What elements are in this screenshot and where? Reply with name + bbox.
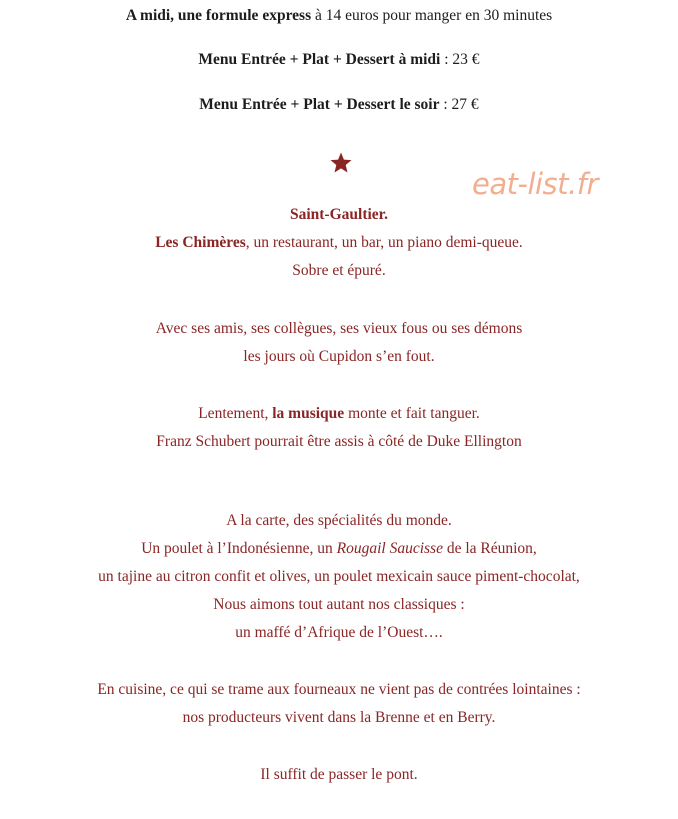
restaurant-desc: , un restaurant, un bar, un piano demi-queue. (245, 234, 523, 251)
carte-line-5: un maffé d’Afrique de l’Ouest…. (235, 624, 443, 641)
cuisine-line-2: nos producteurs vivent dans la Brenne et en Berry. (182, 709, 496, 726)
location-text: Saint-Gaultier. (289, 206, 389, 223)
formula-express-bold: A midi, une formule express (125, 7, 312, 24)
carte-line-2 (0, 539, 678, 559)
cuisine-line-1: En cuisine, ce qui se trame aux fourneaux ne vient pas de contrées lointaines : (97, 681, 581, 698)
location-line (0, 205, 678, 225)
friends-line-1: Avec ses amis, ses collègues, ses vieux fous ou ses démons (155, 320, 523, 337)
formula-express-text: à 14 euros pour manger en 30 minutes (311, 7, 553, 24)
carte-line-1: A la carte, des spécialités du monde. (226, 512, 452, 529)
rougail-saucisse: Rougail Saucisse (336, 540, 443, 557)
carte-line-4: Nous aimons tout autant nos classiques : (213, 596, 465, 613)
eat-list-watermark: eat-list.fr (472, 167, 598, 201)
restaurant-name-line (0, 233, 678, 253)
menu-soir-label: Menu Entrée + Plat + Dessert le soir (199, 96, 440, 113)
menu-midi-price: : 23 € (440, 51, 480, 68)
pont-line: Il suffit de passer le pont. (260, 766, 418, 783)
schubert-line: Franz Schubert pourrait être assis à côté de Duke Ellington (156, 433, 522, 450)
music-line (0, 404, 678, 424)
music-text-b: monte et fait tanguer. (344, 405, 480, 422)
restaurant-name: Les Chimères (155, 234, 246, 251)
menu-soir-price: : 27 € (439, 96, 479, 113)
star-icon (329, 151, 353, 175)
menu-midi-label: Menu Entrée + Plat + Dessert à midi (198, 51, 441, 68)
friends-line-2: les jours où Cupidon s’en fout. (243, 348, 435, 365)
menu-soir-line (0, 95, 678, 115)
menu-midi-line (0, 50, 678, 70)
sober-line: Sobre et épuré. (292, 262, 386, 279)
carte-line-2-a: Un poulet à l’Indonésienne, un (141, 540, 337, 557)
formula-express-line (0, 6, 678, 26)
carte-line-3: un tajine au citron confit et olives, un poulet mexicain sauce piment-chocolat, (98, 568, 580, 585)
carte-line-2-b: de la Réunion, (442, 540, 537, 557)
music-text-a: Lentement, (198, 405, 273, 422)
music-bold: la musique (272, 405, 345, 422)
